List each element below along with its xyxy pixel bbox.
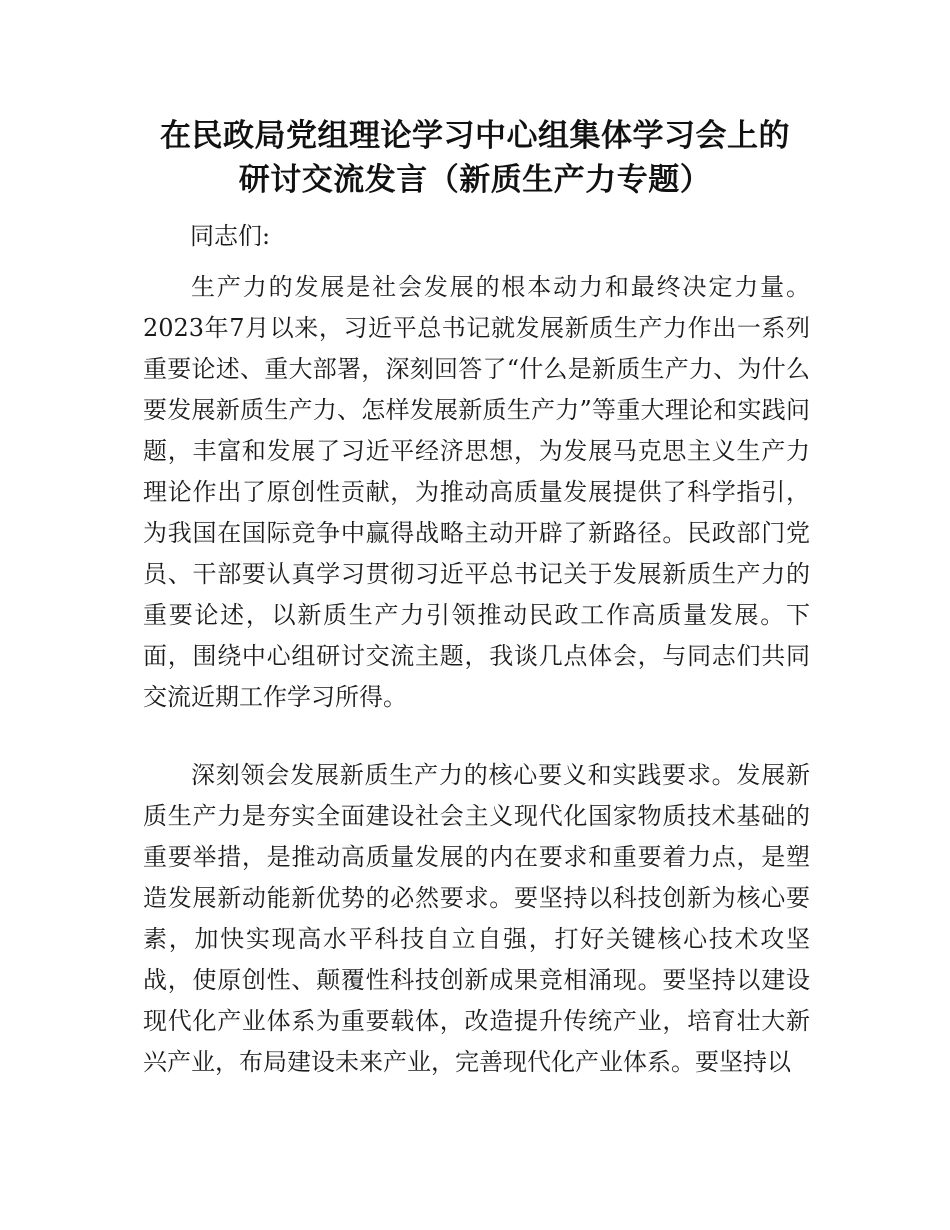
document-title-line-2: 研讨交流发言（新质生产力专题） — [238, 162, 712, 198]
document-title-line-1: 在民政局党组理论学习中心组集体学习会上的 — [160, 118, 790, 154]
salutation: 同志们: — [190, 222, 271, 250]
paragraph-2: 深刻领会发展新质生产力的核心要义和实践要求。发展新质生产力是夯实全面建设社会主义现代化国家物质技术基础的重要举措，是推动高质量发展的内在要求和重要着力点，是塑造发展新动能新优势的必然要求。要坚持以科技创新为核心要素，加快实现高水平科技自立自强，打好关键核心技术攻坚战，使原创性、颠覆性科技创新成果竞相涌现。要坚持以建设现代化产业体系为重要载体，改造提升传统产业，培育壮大新兴产业，布局建设未来产业，完善现代化产业体系。要坚持以 — [143, 761, 810, 1076]
paragraph-1: 生产力的发展是社会发展的根本动力和最终决定力量。2023年7月以来，习近平总书记就发展新质生产力作出一系列重要论述、重大部署，深刻回答了“什么是新质生产力、为什么要发展新质生产力、怎样发展新质生产力”等重大理论和实践问题，丰富和发展了习近平经济思想，为发展马克思主义生产力理论作出了原创性贡献，为推动高质量发展提供了科学指引，为我国在国际竞争中赢得战略主动开辟了新路径。民政部门党员、干部要认真学习贯彻习近平总书记关于发展新质生产力的重要论述，以新质生产力引领推动民政工作高质量发展。下面，围绕中心组研讨交流主题，我谈几点体会，与同志们共同交流近期工作学习所得。 — [143, 273, 810, 711]
